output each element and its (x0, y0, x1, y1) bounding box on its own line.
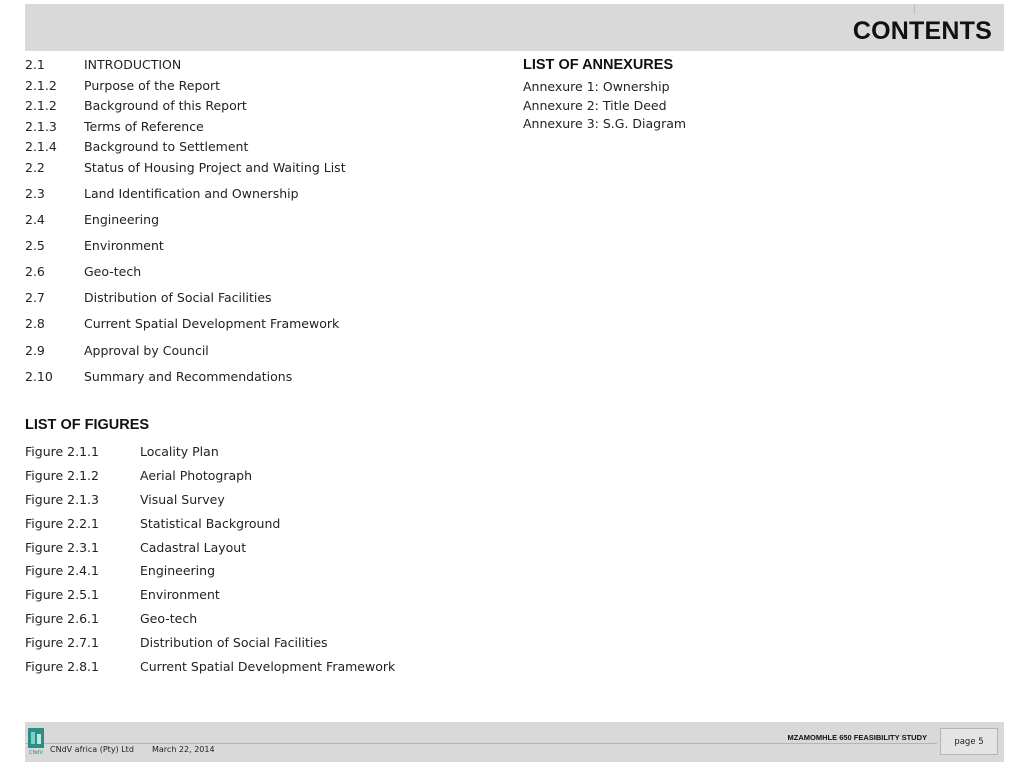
figure-title: Statistical Background (140, 515, 281, 531)
toc-row[interactable] (25, 343, 485, 369)
toc-number: 2.9 (25, 342, 45, 358)
figure-number: Figure 2.1.3 (25, 491, 99, 507)
toc-title: Purpose of the Report (84, 77, 221, 93)
figure-row[interactable] (25, 635, 445, 659)
logo-text: CNdV (29, 750, 43, 756)
annexure-item[interactable]: Annexure 1: Ownership (523, 79, 670, 94)
page-number-box (940, 728, 998, 755)
toc-title: Background to Settlement (84, 139, 249, 154)
page-number: page 5 (954, 737, 984, 747)
toc-row[interactable] (25, 57, 485, 78)
toc-row[interactable] (25, 369, 485, 389)
footer-divider (25, 743, 937, 744)
toc-title: Land Identification and Ownership (84, 185, 299, 201)
toc-number: 2.6 (25, 264, 45, 280)
toc-row[interactable] (25, 160, 485, 186)
header-band (25, 4, 1004, 51)
toc-title: Background of this Report (84, 98, 247, 113)
toc-title: Summary and Recommendations (84, 368, 293, 384)
toc-title: INTRODUCTION (84, 57, 182, 72)
toc-number: 2.1.2 (25, 77, 57, 93)
toc-row[interactable] (25, 119, 485, 140)
figure-title: Geo-tech (140, 611, 198, 627)
toc-title: Distribution of Social Facilities (84, 290, 272, 306)
toc-number: 2.2 (25, 159, 45, 175)
toc-row[interactable] (25, 264, 485, 290)
toc-number: 2.10 (25, 368, 53, 384)
toc-row[interactable] (25, 212, 485, 238)
toc-title: Geo-tech (84, 264, 142, 280)
figure-title: Engineering (140, 563, 215, 579)
figure-title: Cadastral Layout (140, 539, 247, 555)
figure-number: Figure 2.2.1 (25, 515, 99, 531)
figure-number: Figure 2.1.1 (25, 444, 99, 459)
figure-row[interactable] (25, 587, 445, 611)
toc-row[interactable] (25, 139, 485, 160)
footer-date: March 22, 2014 (152, 745, 215, 754)
toc-row[interactable] (25, 238, 485, 264)
toc-number: 2.4 (25, 211, 45, 227)
figure-row[interactable] (25, 540, 445, 564)
toc-list (25, 57, 485, 389)
toc-row[interactable] (25, 290, 485, 316)
header-tick-mark (914, 4, 915, 14)
figure-title: Environment (140, 587, 220, 603)
figure-number: Figure 2.4.1 (25, 563, 99, 579)
figure-row[interactable] (25, 468, 445, 492)
figure-row[interactable] (25, 444, 445, 468)
toc-number: 2.1.3 (25, 118, 57, 134)
toc-title: Approval by Council (84, 342, 209, 358)
toc-row[interactable] (25, 186, 485, 212)
figure-number: Figure 2.6.1 (25, 611, 99, 627)
toc-number: 2.8 (25, 316, 45, 332)
toc-row[interactable] (25, 78, 485, 99)
toc-number: 2.5 (25, 237, 45, 253)
figure-title: Distribution of Social Facilities (140, 635, 328, 651)
toc-title: Environment (84, 237, 164, 253)
figure-title: Locality Plan (140, 444, 219, 459)
figure-row[interactable] (25, 516, 445, 540)
figure-row[interactable] (25, 611, 445, 635)
figures-heading: LIST OF FIGURES (25, 417, 150, 433)
figure-row[interactable] (25, 659, 445, 683)
toc-number: 2.1.4 (25, 139, 57, 154)
figure-title: Visual Survey (140, 491, 225, 507)
figure-row[interactable] (25, 492, 445, 516)
figure-number: Figure 2.8.1 (25, 659, 99, 675)
figure-row[interactable] (25, 563, 445, 587)
figure-number: Figure 2.7.1 (25, 635, 99, 651)
figure-title: Current Spatial Development Framework (140, 659, 396, 675)
figure-title: Aerial Photograph (140, 467, 252, 483)
annexures-list (523, 78, 686, 134)
toc-row[interactable] (25, 316, 485, 342)
toc-title: Status of Housing Project and Waiting List (84, 159, 346, 175)
annexures-heading: LIST OF ANNEXURES (523, 57, 674, 73)
toc-title: Terms of Reference (84, 118, 204, 134)
page-title: CONTENTS (852, 17, 992, 45)
footer-study-title: MZAMOMHLE 650 FEASIBILITY STUDY (787, 733, 927, 742)
toc-title: Current Spatial Development Framework (84, 316, 340, 332)
figure-number: Figure 2.1.2 (25, 467, 99, 483)
toc-row[interactable] (25, 98, 485, 119)
annexure-item[interactable]: Annexure 2: Title Deed (523, 97, 667, 113)
figure-number: Figure 2.5.1 (25, 587, 99, 603)
figures-list (25, 444, 445, 683)
company-logo-icon (28, 728, 44, 756)
footer-company: CNdV africa (Pty) Ltd (50, 745, 134, 754)
toc-number: 2.3 (25, 185, 45, 201)
annexure-item[interactable]: Annexure 3: S.G. Diagram (523, 116, 687, 131)
toc-number: 2.7 (25, 290, 45, 306)
figure-number: Figure 2.3.1 (25, 539, 99, 555)
toc-title: Engineering (84, 211, 159, 227)
toc-number: 2.1 (25, 57, 45, 72)
toc-number: 2.1.2 (25, 98, 57, 113)
footer-band (25, 722, 1004, 762)
